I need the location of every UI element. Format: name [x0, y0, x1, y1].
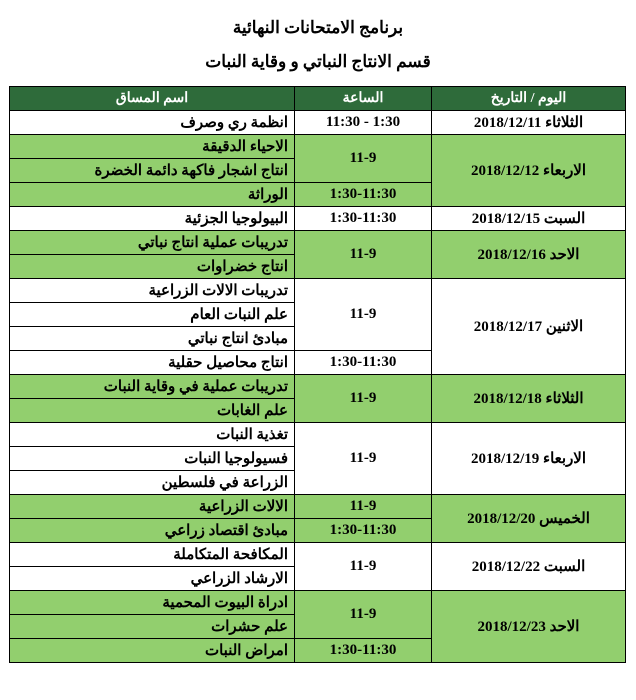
time-cell: 1:30-11:30: [295, 183, 432, 207]
course-cell: مبادئ انتاج نباتي: [10, 327, 295, 351]
course-cell: تدريبات عملية انتاج نباتي: [10, 231, 295, 255]
course-cell: الالات الزراعية: [10, 495, 295, 519]
time-cell: 11-9: [295, 591, 432, 639]
time-cell: 11-9: [295, 279, 432, 351]
time-cell: 11-9: [295, 495, 432, 519]
table-row: [10, 423, 626, 447]
department-subtitle: قسم الانتاج النباتي و وقاية النبات: [205, 52, 431, 71]
header-day-date: اليوم / التاريخ: [432, 87, 626, 111]
course-cell: ادراة البيوت المحمية: [10, 591, 295, 615]
time-cell: 11-9: [295, 423, 432, 495]
day-date-cell: الاحد 2018/12/16: [432, 231, 626, 279]
exam-schedule-table: [9, 86, 626, 663]
table-row: [10, 543, 626, 567]
day-date-cell: السبت 2018/12/15: [432, 207, 626, 231]
table-row: [10, 231, 626, 255]
time-cell: 11:30 - 1:30: [295, 111, 432, 135]
time-cell: 11-9: [295, 231, 432, 279]
course-cell: علم حشرات: [10, 615, 295, 639]
course-cell: فسيولوجيا النبات: [10, 447, 295, 471]
course-cell: تغذية النبات: [10, 423, 295, 447]
course-cell: الاحياء الدقيقة: [10, 135, 295, 159]
page-title: برنامج الامتحانات النهائية: [232, 18, 404, 37]
course-cell: المكافحة المتكاملة: [10, 543, 295, 567]
day-date-cell: الثلاثاء 2018/12/18: [432, 375, 626, 423]
day-date-cell: الاربعاء 2018/12/12: [432, 135, 626, 207]
time-cell: 11-9: [295, 135, 432, 183]
course-cell: انظمة ري وصرف: [10, 111, 295, 135]
schedule-body: [10, 111, 626, 663]
day-date-cell: السبت 2018/12/22: [432, 543, 626, 591]
course-cell: انتاج اشجار فاكهة دائمة الخضرة: [10, 159, 295, 183]
time-cell: 1:30-11:30: [295, 639, 432, 663]
table-row: [10, 375, 626, 399]
day-date-cell: الاثنين 2018/12/17: [432, 279, 626, 375]
table-row: [10, 207, 626, 231]
course-cell: الوراثة: [10, 183, 295, 207]
course-cell: البيولوجيا الجزئية: [10, 207, 295, 231]
course-cell: علم الغابات: [10, 399, 295, 423]
day-date-cell: الخميس 2018/12/20: [432, 495, 626, 543]
day-date-cell: الاحد 2018/12/23: [432, 591, 626, 663]
course-cell: انتاج خضراوات: [10, 255, 295, 279]
header-time: الساعة: [295, 87, 432, 111]
table-row: [10, 591, 626, 615]
course-cell: علم النبات العام: [10, 303, 295, 327]
course-cell: مبادئ اقتصاد زراعي: [10, 519, 295, 543]
time-cell: 1:30-11:30: [295, 519, 432, 543]
header-course: اسم المساق: [10, 87, 295, 111]
course-cell: الارشاد الزراعي: [10, 567, 295, 591]
time-cell: 11-9: [295, 375, 432, 423]
time-cell: 1:30-11:30: [295, 207, 432, 231]
table-row: [10, 135, 626, 159]
day-date-cell: الثلاثاء 2018/12/11: [432, 111, 626, 135]
table-row: [10, 111, 626, 135]
time-cell: 1:30-11:30: [295, 351, 432, 375]
day-date-cell: الاربعاء 2018/12/19: [432, 423, 626, 495]
table-row: [10, 279, 626, 303]
table-row: [10, 495, 626, 519]
course-cell: امراض النبات: [10, 639, 295, 663]
course-cell: الزراعة في فلسطين: [10, 471, 295, 495]
time-cell: 11-9: [295, 543, 432, 591]
course-cell: تدريبات عملية في وقاية النبات: [10, 375, 295, 399]
header-row: [10, 87, 626, 111]
course-cell: تدريبات الالات الزراعية: [10, 279, 295, 303]
course-cell: انتاج محاصيل حقلية: [10, 351, 295, 375]
